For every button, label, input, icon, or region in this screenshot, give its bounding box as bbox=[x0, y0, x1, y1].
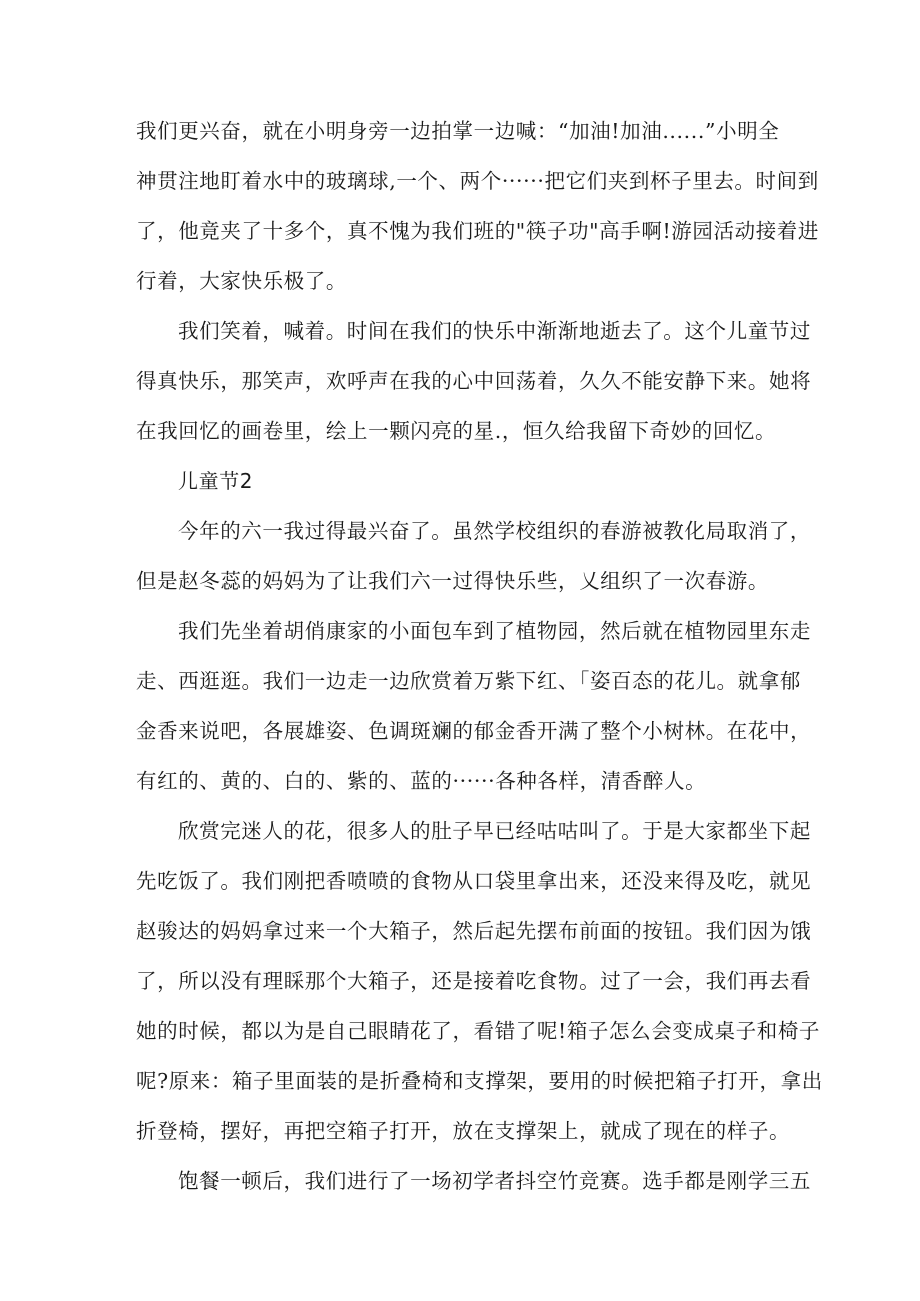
text-line: 今年的六一我过得最兴奋了。虽然学校组织的春游被教化局取消了， bbox=[178, 519, 811, 543]
text-line: 了，所以没有理睬那个大箱子，还是接着吃食物。过了一会，我们再去看 bbox=[136, 969, 812, 993]
text-line: 我们先坐着胡俏康家的小面包车到了植物园，然后就在植物园里东走 bbox=[178, 619, 811, 643]
text-line: 得真快乐，那笑声，欢呼声在我的心中回荡着，久久不能安静下来。她将 bbox=[136, 369, 812, 393]
text-line: 有红的、黄的、白的、紫的、蓝的······各种各样，清香醉人。 bbox=[136, 769, 707, 793]
text-line: 神贯注地盯着水中的玻璃球,一个、两个······把它们夹到杯子里去。时间到 bbox=[136, 169, 819, 193]
text-line: 赵骏达的妈妈拿过来一个大箱子，然后起先摆布前面的按钮。我们因为饿 bbox=[136, 919, 812, 943]
text-line: 欣赏完迷人的花，很多人的肚子早已经咕咕叫了。于是大家都坐下起 bbox=[178, 819, 811, 843]
text-line: 了，他竟夹了十多个，真不愧为我们班的"筷子功"高手啊!游园活动接着进 bbox=[136, 219, 819, 243]
text-line: 折登椅，摆好，再把空箱子打开，放在支撑架上，就成了现在的样子。 bbox=[136, 1119, 791, 1143]
text-line: 但是赵冬蕊的妈妈为了让我们六一过得快乐些，乂组织了一次春游。 bbox=[136, 569, 769, 593]
text-line: 行着，大家快乐极了。 bbox=[136, 269, 347, 293]
text-line: 她的时候，都以为是自己眼睛花了，看错了呢!箱子怎么会变成桌子和椅子 bbox=[136, 1019, 821, 1043]
text-line: 走、西逛逛。我们一边走一边欣赏着万紫下红、「姿百态的花儿。就拿郁 bbox=[136, 669, 801, 693]
text-line: 呢?原来：箱子里面装的是折叠椅和支撑架，要用的时候把箱子打开，拿出 bbox=[136, 1069, 823, 1093]
text-line: 我们笑着，喊着。时间在我们的快乐中渐渐地逝去了。这个儿童节过 bbox=[178, 319, 811, 343]
section-heading: 儿童节2 bbox=[178, 469, 254, 493]
text-line: 先吃饭了。我们刚把香喷喷的食物从口袋里拿出来，还没来得及吃，就见 bbox=[136, 869, 812, 893]
text-line: 在我回忆的画卷里，绘上一颗闪亮的星.，恒久给我留下奇妙的回忆。 bbox=[136, 419, 777, 443]
text-line: 我们更兴奋，就在小明身旁一边拍掌一边喊：“加油!加油......”小明全 bbox=[136, 119, 780, 143]
text-line: 金香来说吧，各展雄姿、色调斑斓的郁金香开满了整个小树林。在花中， bbox=[136, 719, 812, 743]
text-line: 饱餐一顿后，我们进行了一场初学者抖空竹竞赛。选手都是刚学三五 bbox=[178, 1169, 811, 1193]
